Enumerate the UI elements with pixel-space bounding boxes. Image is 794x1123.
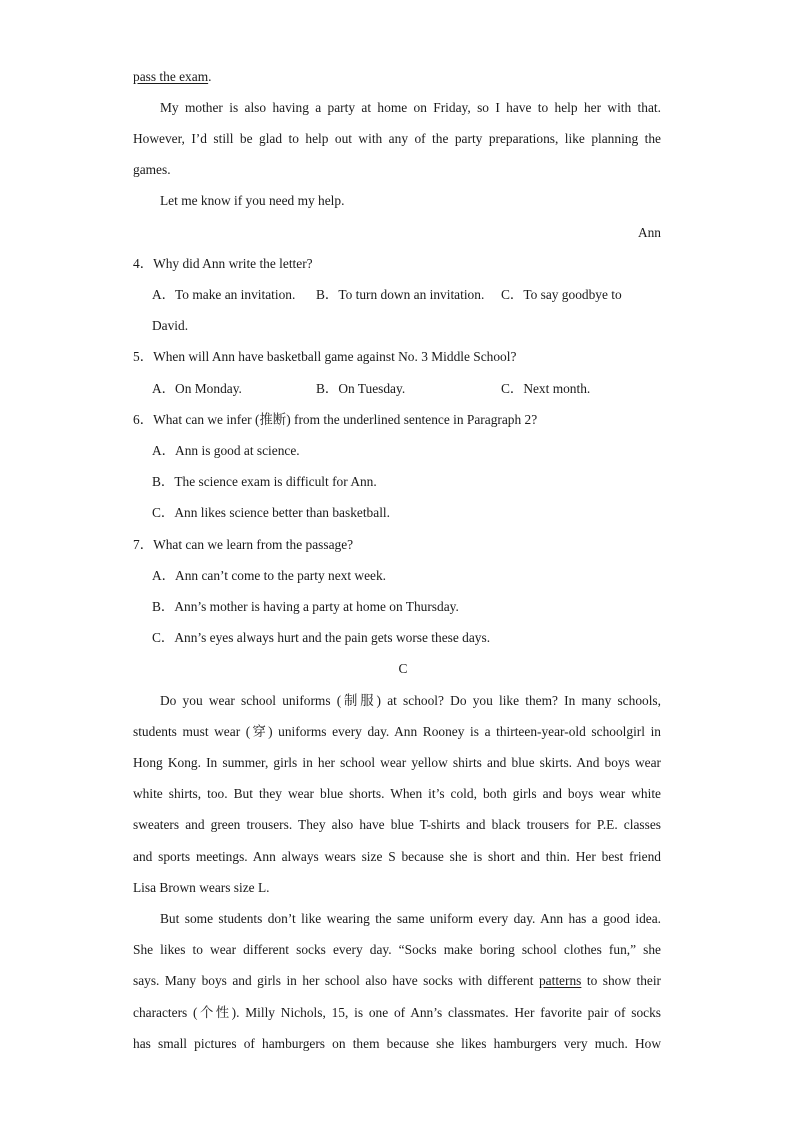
- period: .: [208, 69, 212, 84]
- passage-line: has small pictures of hamburgers on them because she likes hamburgers very much. How: [133, 1036, 661, 1051]
- option-c: C．Ann’s eyes always hurt and the pain gets worse these days.: [152, 630, 491, 645]
- passage-line: white shirts, too. But they wear blue shorts. When it’s cold, both girls and boys wear white: [133, 786, 661, 801]
- underlined-word: patterns: [538, 973, 582, 988]
- option-continuation: David.: [152, 318, 189, 333]
- passage-line: But some students don’t like wearing the same uniform every day. Ann has a good idea.: [160, 911, 661, 926]
- passage-line: [133, 973, 661, 989]
- section-heading: C: [398, 661, 408, 676]
- passage-line: She likes to wear different socks every day. “Socks make boring school clothes fun,” she: [133, 942, 661, 957]
- option-b: B．The science exam is difficult for Ann.: [152, 474, 377, 489]
- option-a: A．Ann can’t come to the party next week.: [152, 568, 387, 583]
- question-stem: 7．What can we learn from the passage?: [133, 537, 354, 552]
- passage-line: Lisa Brown wears size L.: [133, 880, 270, 895]
- question-stem: 6．What can we infer (推断) from the underlined sentence in Paragraph 2?: [133, 412, 538, 427]
- option-b: B．On Tuesday.: [316, 381, 406, 396]
- passage-line: games.: [133, 162, 171, 177]
- letter-signature: Ann: [637, 225, 661, 240]
- passage-line: Let me know if you need my help.: [160, 193, 345, 208]
- passage-line: [133, 69, 211, 85]
- option-c: C．To say goodbye to: [501, 287, 622, 302]
- option-a: A．Ann is good at science.: [152, 443, 300, 458]
- text-segment: to show their: [586, 973, 662, 988]
- passage-line: My mother is also having a party at home on Friday, so I have to help her with that.: [160, 100, 661, 115]
- option-a: A．To make an invitation.: [152, 287, 296, 302]
- option-c: C．Next month.: [501, 381, 591, 396]
- option-b: B．Ann’s mother is having a party at home on Thursday.: [152, 599, 459, 614]
- text-segment: says. Many boys and girls in her school also have socks with different: [133, 973, 534, 988]
- passage-line: characters (个性). Milly Nichols, 15, is one of Ann’s classmates. Her favorite pair of socks: [133, 1005, 661, 1020]
- question-stem: 5．When will Ann have basketball game against No. 3 Middle School?: [133, 349, 517, 364]
- option-b: B．To turn down an invitation.: [316, 287, 485, 302]
- passage-line: However, I’d still be glad to help out with any of the party preparations, like planning the: [133, 131, 661, 146]
- passage-line: students must wear (穿) uniforms every day. Ann Rooney is a thirteen-year-old schoolgirl in: [133, 724, 661, 739]
- passage-line: Do you wear school uniforms (制服) at school? Do you like them? In many schools,: [160, 693, 661, 708]
- option-c: C．Ann likes science better than basketball.: [152, 505, 390, 520]
- option-a: A．On Monday.: [152, 381, 242, 396]
- passage-line: and sports meetings. Ann always wears size S because she is short and thin. Her best friend: [133, 849, 661, 864]
- passage-line: Hong Kong. In summer, girls in her school wear yellow shirts and blue skirts. And boys wear: [133, 755, 661, 770]
- passage-line: sweaters and green trousers. They also have blue T-shirts and black trousers for P.E. classes: [133, 817, 661, 832]
- question-stem: 4．Why did Ann write the letter?: [133, 256, 313, 271]
- underlined-phrase: pass the exam: [133, 69, 209, 84]
